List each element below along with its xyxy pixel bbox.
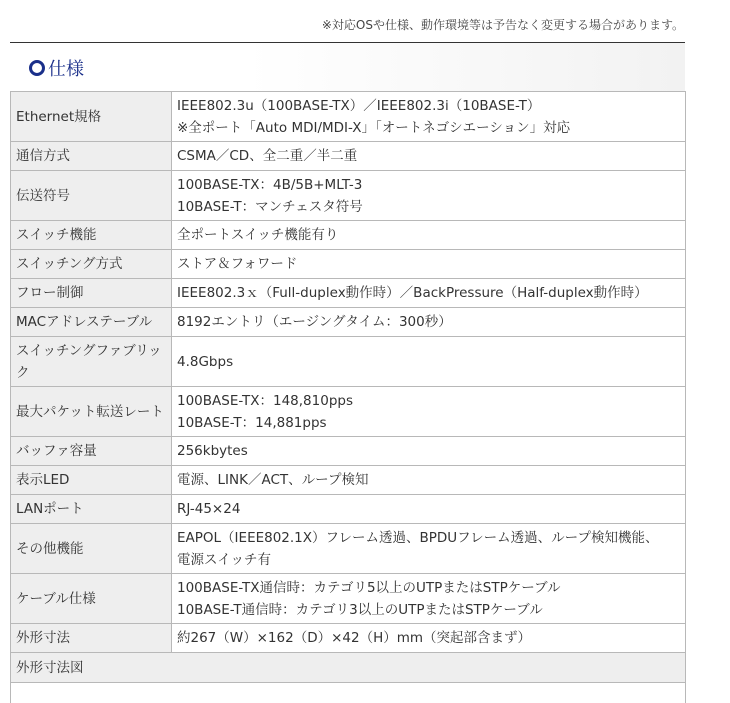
spec-label: 最大パケット転送レート xyxy=(11,387,172,437)
spec-label: 外形寸法 xyxy=(11,624,172,653)
spec-row-dimension-drawing xyxy=(11,653,686,683)
spec-label: 通信方式 xyxy=(11,142,172,171)
spec-row-buffer xyxy=(11,437,686,466)
spec-row-ethernet xyxy=(11,92,686,142)
spec-value-line: 10BASE-T：マンチェスタ符号 xyxy=(177,196,680,218)
spec-row-communication xyxy=(11,142,686,171)
spec-value-line: IEEE802.3u（100BASE-TX）／IEEE802.3i（10BASE-T） xyxy=(177,95,680,117)
spec-value xyxy=(172,524,686,574)
spec-value-line: 電源スイッチ有 xyxy=(177,549,680,571)
spec-value xyxy=(172,574,686,624)
spec-value xyxy=(172,337,686,387)
spec-row-mac-table xyxy=(11,308,686,337)
spec-value-line: 100BASE-TX通信時：カテゴリ5以上のUTPまたはSTPケーブル xyxy=(177,577,680,599)
spec-label: 表示LED xyxy=(11,466,172,495)
spec-value-line: 256kbytes xyxy=(177,440,680,462)
spec-label: MACアドレステーブル xyxy=(11,308,172,337)
spec-label: フロー制御 xyxy=(11,279,172,308)
section-title: 仕様 xyxy=(48,55,84,81)
spec-value-line: 100BASE-TX：4B/5B+MLT-3 xyxy=(177,174,680,196)
spec-row-switching-method xyxy=(11,250,686,279)
spec-value-line: 10BASE-T通信時：カテゴリ3以上のUTPまたはSTPケーブル xyxy=(177,599,680,621)
spec-value xyxy=(172,387,686,437)
section-header xyxy=(10,43,685,91)
spec-label: 伝送符号 xyxy=(11,171,172,221)
spec-label: スイッチング方式 xyxy=(11,250,172,279)
spec-value xyxy=(172,466,686,495)
spec-value xyxy=(172,92,686,142)
spec-value-line: CSMA／CD、全二重／半二重 xyxy=(177,145,680,167)
spec-row-packet-rate xyxy=(11,387,686,437)
spec-value-line: ※全ポート「Auto MDI/MDI-X」「オートネゴシエーション」対応 xyxy=(177,117,680,139)
spec-table xyxy=(10,91,686,703)
spec-value xyxy=(172,624,686,653)
spec-row-switch-function xyxy=(11,221,686,250)
spec-value xyxy=(172,279,686,308)
spec-value-line: IEEE802.3ｘ（Full-duplex動作時）／BackPressure（Half-duplex動作時） xyxy=(177,282,680,304)
spec-row-other-functions xyxy=(11,524,686,574)
spec-value xyxy=(172,171,686,221)
spec-label: スイッチ機能 xyxy=(11,221,172,250)
spec-label: その他機能 xyxy=(11,524,172,574)
spec-row-led xyxy=(11,466,686,495)
spec-row-lan-port xyxy=(11,495,686,524)
spec-row-dimensions xyxy=(11,624,686,653)
spec-value xyxy=(172,437,686,466)
spec-label: Ethernet規格 xyxy=(11,92,172,142)
spec-value xyxy=(172,142,686,171)
circle-bullet-icon xyxy=(29,60,45,76)
spec-value xyxy=(172,250,686,279)
spec-value-line: 電源、LINK／ACT、ループ検知 xyxy=(177,469,680,491)
spec-row-switching-fabric xyxy=(11,337,686,387)
spec-label: LANポート xyxy=(11,495,172,524)
spec-full-width-label: 外形寸法図 xyxy=(11,653,686,683)
spec-row-flow-control xyxy=(11,279,686,308)
spec-label: スイッチングファブリック xyxy=(11,337,172,387)
spec-value xyxy=(172,495,686,524)
spec-value-line: 8192エントリ（エージングタイム：300秒） xyxy=(177,311,680,333)
spec-value-line: RJ-45×24 xyxy=(177,498,680,520)
spec-label: ケーブル仕様 xyxy=(11,574,172,624)
spec-row-encoding xyxy=(11,171,686,221)
spec-value-line: 全ポートスイッチ機能有り xyxy=(177,224,680,246)
spec-value-line: 100BASE-TX：148,810pps xyxy=(177,390,680,412)
spec-value-line: 4.8Gbps xyxy=(177,351,680,373)
spec-label: バッファ容量 xyxy=(11,437,172,466)
spec-value xyxy=(172,308,686,337)
spec-value-line: 10BASE-T：14,881pps xyxy=(177,412,680,434)
disclaimer-notice: ※対応OSや仕様、動作環境等は予告なく変更する場合があります。 xyxy=(322,16,684,33)
spec-value-line: ストア＆フォワード xyxy=(177,253,680,275)
spec-row-cable xyxy=(11,574,686,624)
spec-value xyxy=(172,221,686,250)
spec-value-line: 約267（W）×162（D）×42（H）mm（突起部含まず） xyxy=(177,627,680,649)
spec-value-line: EAPOL（IEEE802.1X）フレーム透過、BPDUフレーム透過、ループ検知機能、 xyxy=(177,527,680,549)
